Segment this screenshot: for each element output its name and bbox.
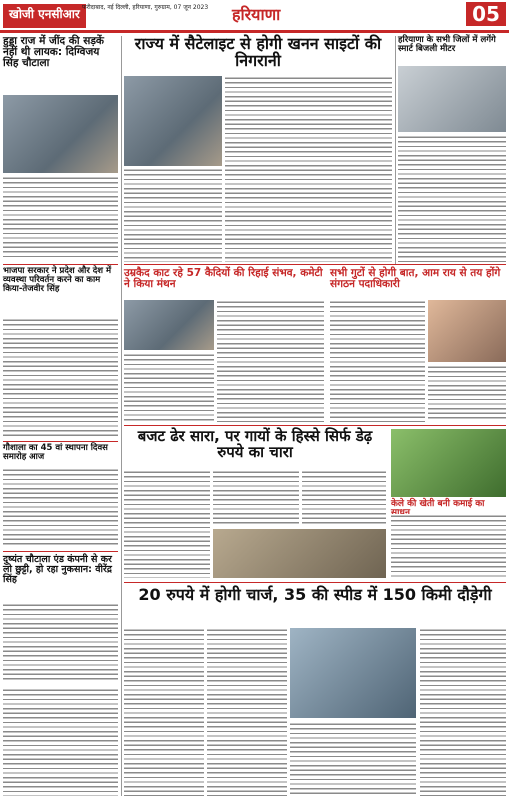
body-organization-2	[428, 365, 506, 422]
divider-left-3	[3, 551, 118, 552]
photo-cows	[213, 529, 386, 578]
story-gaushala	[3, 444, 118, 462]
body-satellite	[225, 76, 392, 262]
headline-prisoners: उम्रकैद काट रहे 57 कैदियों की रिहाई संभव, कमेटी ने किया मंथन	[124, 267, 323, 291]
story-prisoners	[124, 268, 324, 290]
body-ev-2	[207, 628, 287, 796]
headline-cow-budget: बजट ढेर सारा, पर गायों के हिस्से सिर्फ डेढ़ रुपये का चारा	[137, 427, 373, 461]
divider-center-3	[124, 582, 506, 583]
photo-committee	[124, 300, 214, 350]
photo-banana	[391, 429, 506, 497]
body-ev-1	[124, 628, 204, 796]
story-smart-meter	[398, 36, 506, 54]
headline-smart-meter: हरियाणा के सभी जिलों में लगेंगे स्मार्ट बिजली मीटर	[398, 35, 496, 54]
body-cow-budget-2	[213, 470, 299, 526]
photo-mining	[124, 76, 222, 166]
headline-banana: केले की खेती बनी कमाई का	[391, 499, 485, 509]
divider-left-1	[3, 264, 118, 265]
body-satellite-2	[124, 168, 222, 262]
body-dushyant-2	[3, 688, 118, 796]
photo-chautala	[3, 95, 118, 173]
body-smart-meter	[398, 135, 506, 262]
headline-tejveer: भाजपा सरकार ने प्रदेश और देश में व्यवस्था परिवर्तन करने का काम किया-तेजवीर सिंह	[3, 266, 112, 294]
section-title: हरियाणा	[232, 5, 281, 24]
divider-center-1	[124, 264, 506, 265]
body-cow-budget-1	[124, 470, 210, 578]
story-organization	[330, 268, 506, 290]
headline-gaushala: गौशाला का 45 वां स्थापना दिवस समारोह आज	[3, 443, 108, 462]
divider-center-2	[124, 425, 506, 426]
body-banana	[391, 514, 506, 578]
divider-left-2	[3, 441, 118, 442]
headline-dushyant: दुष्यंत चौटाला एंड कंपनी से कर लो छुट्टी, हो रहा नुकसान: वीरेंद्र सिंह	[3, 554, 112, 585]
story-cow-budget	[124, 429, 386, 461]
column-rule-3	[121, 264, 122, 796]
brand-logo: खोजी एनसीआर	[3, 4, 86, 28]
column-rule-2	[395, 36, 396, 264]
body-ev-3	[290, 722, 416, 796]
body-hooda	[3, 176, 118, 260]
body-dushyant	[3, 603, 118, 683]
body-tejveer	[3, 318, 118, 438]
masthead	[0, 0, 509, 33]
body-ev-4	[420, 628, 506, 796]
headline-ev: 20 रुपये में होगी चार्ज, 35 की स्पीड में 150 किमी दौड़ेगी	[138, 585, 492, 604]
story-ev	[124, 587, 506, 604]
story-tejveer	[3, 267, 118, 294]
dateline: फरीदाबाद, नई दिल्ली, हरियाणा, गुरुग्राम, 07 जून 2023	[82, 4, 209, 11]
body-gaushala	[3, 468, 118, 548]
photo-smart-meter	[398, 66, 506, 132]
body-prisoners-2	[124, 353, 214, 422]
body-organization	[330, 300, 425, 422]
photo-leader	[428, 300, 506, 362]
story-satellite	[124, 36, 392, 70]
story-hooda	[3, 36, 118, 69]
column-rule-1	[121, 36, 122, 264]
body-cow-budget-3	[302, 470, 386, 526]
body-prisoners	[217, 300, 324, 422]
headline-hooda: हुड्डा राज में जींद की सड़कें नहीं थी लायक: दिग्विजय सिंह चौटाला	[3, 35, 104, 70]
headline-satellite: राज्य में सैटेलाइट से होगी खनन साइटों की निगरानी	[134, 34, 382, 70]
headline-organization: सभी गुटों से होगी बात, आम राय से तय होंगे संगठन पदाधिकारी	[330, 267, 501, 291]
page-number: 05	[466, 2, 506, 26]
photo-ev	[290, 628, 416, 718]
story-dushyant	[3, 555, 118, 585]
